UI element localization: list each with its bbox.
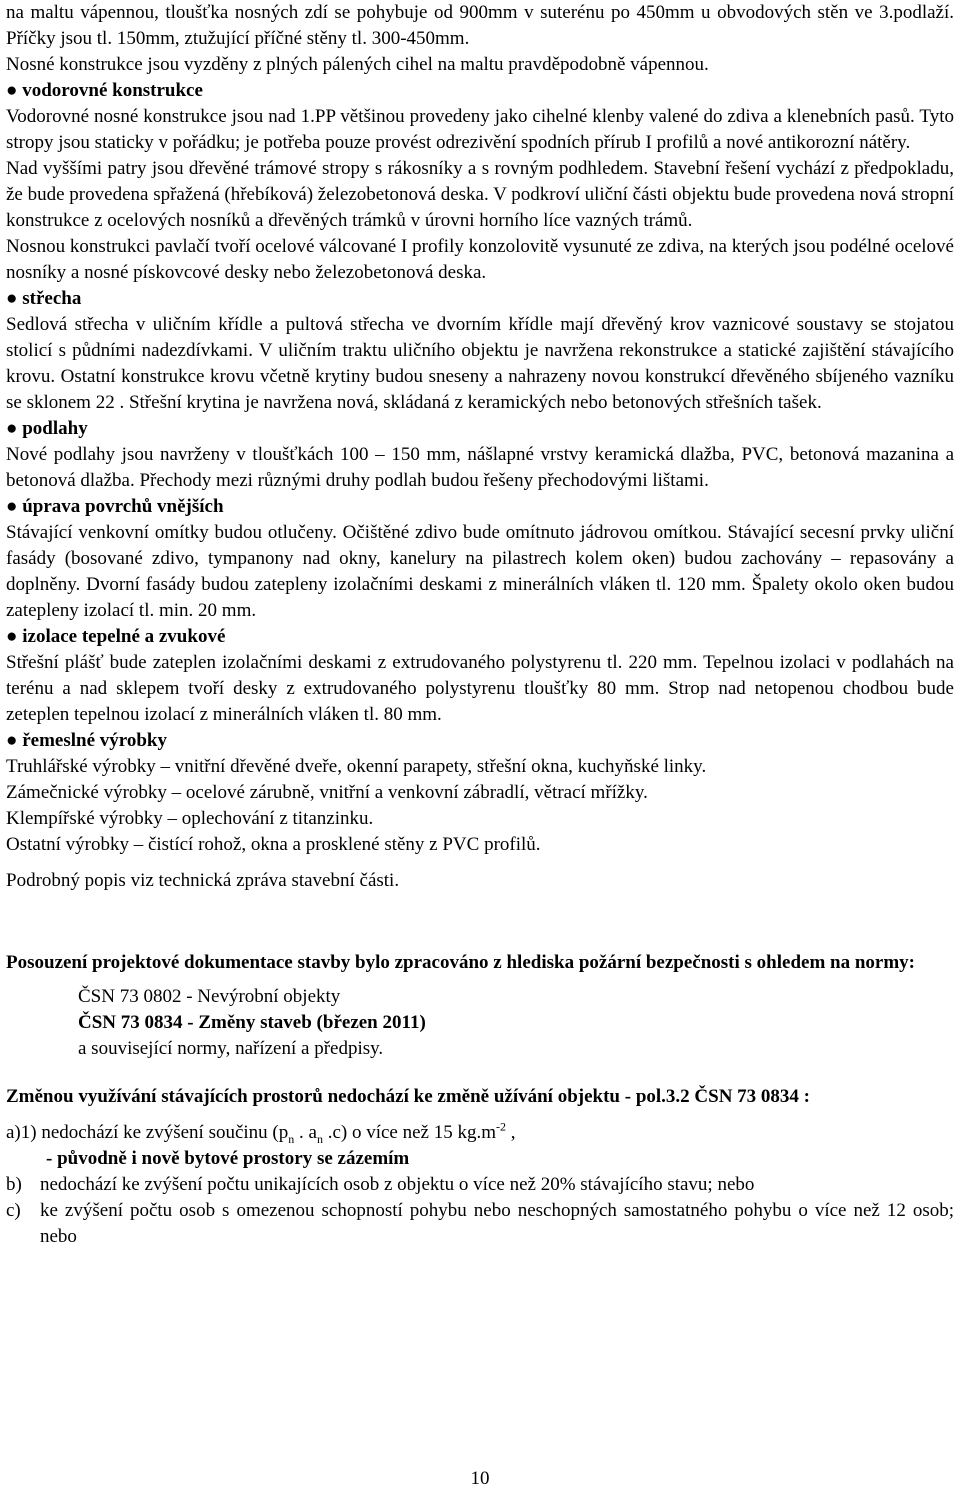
list-item: Zámečnické výrobky – ocelové zárubně, vnitřní a venkovní zábradlí, větrací mřížky. (6, 782, 648, 803)
norm-item: ČSN 73 0834 - Změny staveb (březen 2011) (78, 1012, 426, 1033)
condition-label: a)1) (6, 1122, 37, 1143)
list-item: Klempířské výrobky – oplechování z titanzinku. (6, 808, 374, 829)
condition-a: a)1) nedochází ke zvýšení součinu ($p_n$ . $a_n$ .c) o více než 15 $kg.m^{-2}$ , (6, 1119, 516, 1146)
condition-a-note: - původně i nově bytové prostory se zázemím (46, 1148, 410, 1169)
paragraph: Vodorovné nosné konstrukce jsou nad 1.PP většinou provedeny jako cihelné klenby valené do zdiva a klenebních pasů. Tyto stropy jsou staticky v pořádku; je potřeba pouze provést odrezivění spodních přírub I profilů a nové antikorozní nátěry. (6, 106, 954, 153)
intro-paragraph-2: Nosné konstrukce jsou vyzděny z plných pálených cihel na maltu pravděpodobně vápennou. (6, 54, 709, 75)
condition-label: b) (6, 1174, 22, 1195)
section-heading-izolace: ● izolace tepelné a zvukové (6, 626, 226, 647)
condition-b (6, 1172, 954, 1198)
paragraph: Sedlová střecha v uličním křídle a pultová střecha ve dvorním křídle mají dřevěný krov vaznicové soustavy se stojatou stolicí s půdními nadezdívkami. V uličním traktu uličního objektu je navržena rekonstrukce a statické zajištění stávajícího krovu. Ostatní konstrukce krovu včetně krytiny budou sneseny a nahrazeny novou konstrukcí dřevěného sbíjeného vazníku se sklonem 22 . Střešní krytina je navržena nová, skládaná z keramických nebo betonových střešních tašek. (6, 314, 954, 413)
paragraph: Nad vyššími patry jsou dřevěné trámové stropy s rákosníky a s rovným podhledem. Stavební řešení vychází z předpokladu, že bude provedena spřažená (hřebíková) železobetonová deska. V podkroví uliční části objektu bude provedena nová stropní konstrukce z ocelových nosníků a dřevěných trámků v úrovni horního líce vazných trámů. (6, 158, 954, 231)
page-number: 10 (470, 1468, 490, 1489)
podrobny-note: Podrobný popis viz technická zpráva stavební části. (6, 870, 400, 891)
intro-paragraph: na maltu vápennou, tloušťka nosných zdí se pohybuje od 900mm v suterénu po 450mm u obvodových stěn ve 3.podlaží. Příčky jsou tl. 150mm, ztužující příčné stěny tl. 300-450mm. (6, 2, 954, 49)
norm-item: a související normy, nařízení a předpisy. (78, 1038, 384, 1059)
list-item: Ostatní výrobky – čistící rohož, okna a prosklené stěny z PVC profilů. (6, 834, 541, 855)
section-heading-uprava: ● úprava povrchů vnějších (6, 496, 224, 517)
condition-label: c) (6, 1200, 21, 1221)
norm-item: ČSN 73 0802 - Nevýrobní objekty (78, 986, 341, 1007)
list-item: Truhlářské výrobky – vnitřní dřevěné dveře, okenní parapety, střešní okna, kuchyňské linky. (6, 756, 707, 777)
condition-text: ke zvýšení počtu osob s omezenou schopností pohybu nebo neschopných samostatného pohybu o více než 12 osob; nebo (40, 1200, 954, 1247)
condition-text: nedochází ke zvýšení počtu unikajících osob z objektu o více než 20% stávajícího stavu; nebo (40, 1174, 755, 1195)
paragraph: Stávající venkovní omítky budou otlučeny. Očištěné zdivo bude omítnuto jádrovou omítkou. Stávající secesní prvky uliční fasády (bosované zdivo, tympanony nad okny, kanelury na pilastrech kolem oken) budou zachovány – repasovány a doplněny. Dvorní fasády budou zatepleny izolačními deskami z minerálních vláken tl. 120 mm. Špalety okolo oken budou zatepleny izolací tl. min. 20 mm. (6, 522, 954, 621)
paragraph: Nové podlahy jsou navrženy v tloušťkách 100 – 150 mm, nášlapné vrstvy keramická dlažba, PVC, betonová mazanina a betonová dlažba. Přechody mezi různými druhy podlah budou řešeny přechodovými lištami. (6, 444, 954, 491)
paragraph: Střešní plášť bude zateplen izolačními deskami z extrudovaného polystyrenu tl. 220 mm. Tepelnou izolaci v podlahách na terénu a nad sklepem tvoří desky z extrudovaného polystyrenu tloušťky 80 mm. Strop nad netopenou chodbou bude zeteplen tepelnou izolací z minerálních vláken tl. 80 mm. (6, 652, 954, 725)
paragraph: Nosnou konstrukci pavlačí tvoří ocelové válcované I profily konzolovitě vysunuté ze zdiva, na kterých jsou podélné ocelové nosníky a nosné pískovcové desky nebo železobetonová deska. (6, 236, 954, 283)
section-heading-vodorovne: ● vodorovné konstrukce (6, 80, 203, 101)
posouzeni-heading: Posouzení projektové dokumentace stavby bylo zpracováno z hlediska požární bezpečnosti s ohledem na normy: (6, 952, 916, 973)
section-heading-strecha: ● střecha (6, 288, 82, 309)
condition-c (6, 1198, 954, 1250)
section-heading-podlahy: ● podlahy (6, 418, 88, 439)
zmenou-heading: Změnou využívání stávajících prostorů nedochází ke změně užívání objektu - pol.3.2 ČSN 73 0834 : (6, 1086, 811, 1107)
norms-list (78, 984, 954, 1062)
section-heading-remeslne: ● řemeslné výrobky (6, 730, 167, 751)
